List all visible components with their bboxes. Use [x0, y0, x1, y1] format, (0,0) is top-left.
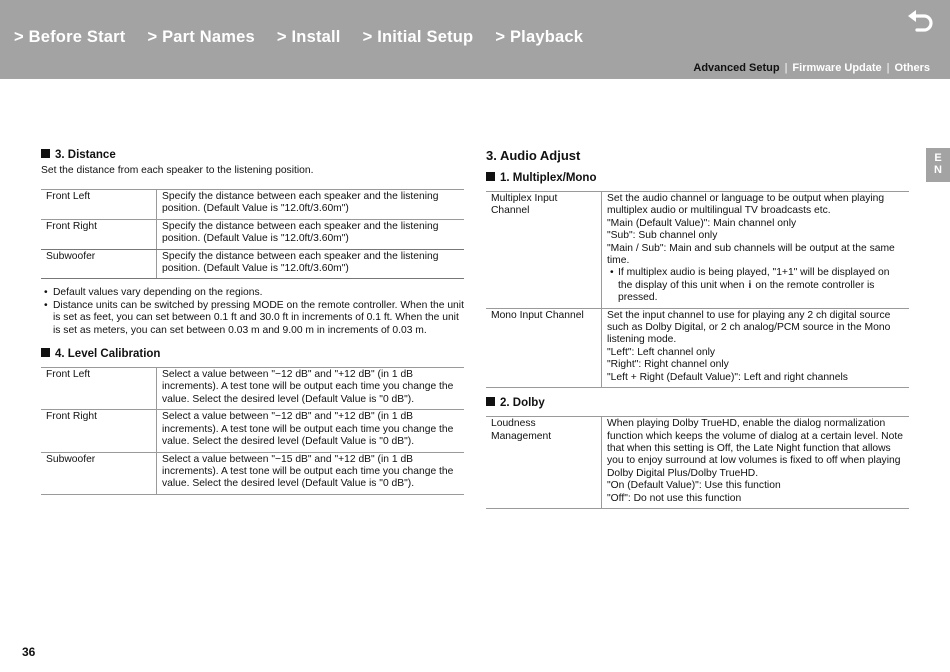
row-line: "Main / Sub": Main and sub channels will be output at the same time.	[607, 242, 895, 267]
subnav-firmware-update[interactable]: Firmware Update	[792, 62, 882, 74]
distance-notes	[41, 287, 464, 337]
info-button-icon: i	[748, 279, 752, 291]
left-column	[41, 148, 464, 495]
row-line: "Left + Right (Default Value)": Left and right channels	[607, 371, 848, 383]
dolby-title: 2. Dolby	[500, 397, 545, 410]
dolby-table	[486, 416, 909, 509]
subnav-others[interactable]: Others	[894, 62, 930, 74]
row-value: Select a value between "−12 dB" and "+12 dB" (in 1 dB increments). A test tone will be output each time you change the value. Select the desired level (Default Value is "0 dB").	[157, 410, 465, 452]
row-line: "Main (Default Value)": Main channel only	[607, 217, 797, 229]
row-label: Multiplex Input Channel	[486, 192, 602, 309]
row-label: Mono Input Channel	[486, 308, 602, 387]
multiplex-title: 1. Multiplex/Mono	[500, 172, 597, 184]
table-row	[41, 219, 464, 249]
distance-table	[41, 189, 464, 279]
dolby-heading	[486, 396, 909, 410]
multiplex-heading	[486, 171, 909, 185]
table-row	[486, 417, 909, 509]
subnav-separator: |	[886, 62, 890, 74]
note-item: • Default values vary depending on the regions.	[41, 287, 464, 299]
row-bullet-note	[607, 267, 905, 304]
subnav-separator: |	[784, 62, 788, 74]
note-item: • Distance units can be switched by pressing MODE on the remote controller. When the unit is set as feet, you can set between 0.1 ft and 30.0 ft in increments of 0.1 ft. When the unit is set as meters, you can set between 0.03 m and 9.00 m in increments of 0.03 m.	[41, 300, 464, 337]
row-label: Subwoofer	[41, 452, 157, 494]
square-bullet-icon	[486, 397, 495, 406]
row-line: "Right": Right channel only	[607, 359, 729, 371]
table-row	[41, 249, 464, 279]
multiplex-table	[486, 191, 909, 388]
subnav-advanced-setup[interactable]: Advanced Setup	[693, 62, 780, 74]
header-bar	[0, 0, 950, 79]
right-column	[486, 148, 909, 509]
nav-part-names[interactable]: > Part Names	[147, 28, 255, 46]
row-line: "Off": Do not use this function	[607, 492, 742, 504]
square-bullet-icon	[41, 149, 50, 158]
table-row	[41, 410, 464, 452]
return-arrow-icon[interactable]	[905, 8, 937, 36]
language-tab-line2: N	[934, 164, 942, 176]
row-value: Select a value between "−15 dB" and "+12 dB" (in 1 dB increments). A test tone will be output each time you change the value. Select the desired level (Default Value is "0 dB").	[157, 452, 465, 494]
row-label: Loudness Management	[486, 417, 602, 509]
row-label: Front Left	[41, 368, 157, 410]
page-number: 36	[22, 645, 36, 659]
language-tab-line1: E	[934, 152, 942, 164]
table-row	[486, 308, 909, 387]
nav-before-start[interactable]: > Before Start	[14, 28, 126, 46]
table-row	[41, 190, 464, 220]
nav-playback[interactable]: > Playback	[495, 28, 584, 46]
top-navigation	[14, 28, 605, 47]
language-tab	[926, 148, 950, 182]
bullet-text-after: on the remote controller is pressed.	[618, 279, 875, 304]
row-value	[602, 308, 910, 387]
row-line: When playing Dolby TrueHD, enable the dialog normalization function which keeps the volume of dialog at a certain level. Note that when this setting is Off, the Late Night function that allows you to enjoy surround at low volumes is fixed to off when playing Dolby Digital Plus/Dolby TrueHD.	[607, 418, 903, 479]
nav-initial-setup[interactable]: > Initial Setup	[362, 28, 474, 46]
row-label: Front Left	[41, 190, 157, 220]
row-label: Subwoofer	[41, 249, 157, 279]
table-row	[41, 368, 464, 410]
table-row	[486, 192, 909, 309]
level-calibration-heading	[41, 347, 464, 361]
row-line: "Left": Left channel only	[607, 346, 716, 358]
level-calibration-title: 4. Level Calibration	[55, 348, 161, 361]
row-line: Set the audio channel or language to be output when playing multiplex audio or multilingual TV broadcasts etc.	[607, 193, 885, 217]
level-calibration-table	[41, 367, 464, 495]
distance-description: Set the distance from each speaker to the listening position.	[41, 165, 314, 176]
row-value: Specify the distance between each speaker and the listening position. (Default Value is "12.0ft/3.60m")	[157, 190, 465, 220]
row-line: "Sub": Sub channel only	[607, 230, 718, 242]
square-bullet-icon	[486, 172, 495, 181]
row-value: Select a value between "−12 dB" and "+12 dB" (in 1 dB increments). A test tone will be output each time you change the value. Select the desired level (Default Value is "0 dB").	[157, 368, 465, 410]
row-value	[602, 417, 910, 509]
distance-heading	[41, 148, 464, 162]
nav-install[interactable]: > Install	[276, 28, 341, 46]
row-line: "On (Default Value)": Use this function	[607, 480, 781, 492]
row-label: Front Right	[41, 219, 157, 249]
sub-navigation	[693, 62, 930, 74]
bullet-text-before: If multiplex audio is being played, "1+1" will be displayed on the display of this unit when	[618, 267, 890, 291]
row-line: Set the input channel to use for playing any 2 ch digital source such as Dolby Digital, or 2 ch analog/PCM source in the Mono listening mode.	[607, 309, 891, 346]
square-bullet-icon	[41, 348, 50, 357]
row-value: Specify the distance between each speaker and the listening position. (Default Value is "12.0ft/3.60m")	[157, 219, 465, 249]
distance-title: 3. Distance	[55, 149, 116, 161]
audio-adjust-title: 3. Audio Adjust	[486, 148, 581, 163]
row-value: Specify the distance between each speaker and the listening position. (Default Value is "12.0ft/3.60m")	[157, 249, 465, 279]
table-row	[41, 452, 464, 494]
row-label: Front Right	[41, 410, 157, 452]
row-value	[602, 192, 910, 309]
